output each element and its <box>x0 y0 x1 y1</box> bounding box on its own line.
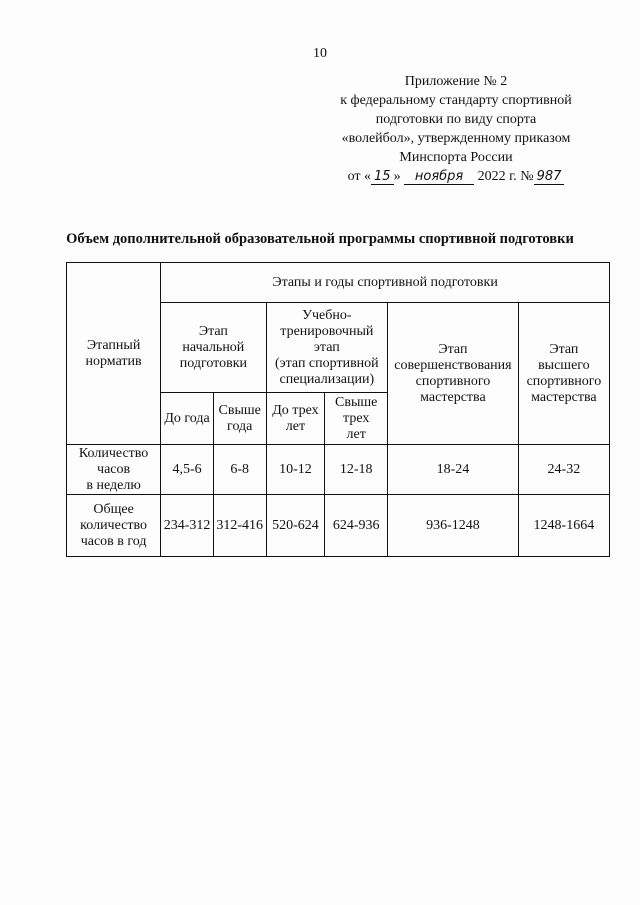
sub-over-year: Свыше года <box>213 393 266 445</box>
sub-over-three-years: Свыше трех лет <box>325 393 388 445</box>
row-label: Количество часов в неделю <box>67 445 161 495</box>
header-row-stages <box>67 263 610 303</box>
table-cell: 4,5-6 <box>161 445 214 495</box>
table-cell: 234-312 <box>161 495 214 557</box>
date-day: 15 <box>371 169 394 185</box>
stage-improvement-header: Этап совершенствования спортивного мастерства <box>388 303 519 445</box>
date-year: 2022 г. № <box>477 169 534 184</box>
corner-header: Этапный норматив <box>67 263 161 445</box>
document-title: Объем дополнительной образовательной программы спортивной подготовки <box>66 231 574 247</box>
table-cell: 24-32 <box>518 445 609 495</box>
stages-header: Этапы и годы спортивной подготовки <box>161 263 610 303</box>
table-cell: 520-624 <box>266 495 325 557</box>
appendix-ministry: Минспорта России <box>399 150 513 165</box>
row-label: Общее количество часов в год <box>67 495 161 557</box>
date-mid: » <box>393 169 401 184</box>
page-number: 10 <box>313 46 327 61</box>
stage-higher-header: Этап высшего спортивного мастерства <box>518 303 609 445</box>
stage-initial-header: Этап начальной подготовки <box>161 303 266 393</box>
table-cell: 10-12 <box>266 445 325 495</box>
date-month: ноября <box>404 169 474 185</box>
sub-up-to-year: До года <box>161 393 214 445</box>
table-row <box>67 495 610 557</box>
table-cell: 6-8 <box>213 445 266 495</box>
appendix-standard: к федеральному стандарту спортивной <box>340 93 572 108</box>
date-prefix: от « <box>347 169 372 184</box>
table-cell: 312-416 <box>213 495 266 557</box>
table-row <box>67 445 610 495</box>
appendix-sport: подготовки по виду спорта <box>375 112 537 127</box>
program-volume-table <box>66 262 610 557</box>
table-cell: 12-18 <box>325 445 388 495</box>
table-cell: 936-1248 <box>388 495 519 557</box>
stage-training-header: Учебно- тренировочный этап (этап спортивной специализации) <box>266 303 388 393</box>
appendix-header <box>306 72 606 186</box>
appendix-date-line <box>306 167 606 186</box>
appendix-number: Приложение № 2 <box>404 74 508 89</box>
order-number: 987 <box>534 169 565 185</box>
table-cell: 1248-1664 <box>518 495 609 557</box>
appendix-approval: «волейбол», утвержденному приказом <box>341 131 571 146</box>
sub-up-to-three-years: До трех лет <box>266 393 325 445</box>
table-cell: 18-24 <box>388 445 519 495</box>
table-cell: 624-936 <box>325 495 388 557</box>
